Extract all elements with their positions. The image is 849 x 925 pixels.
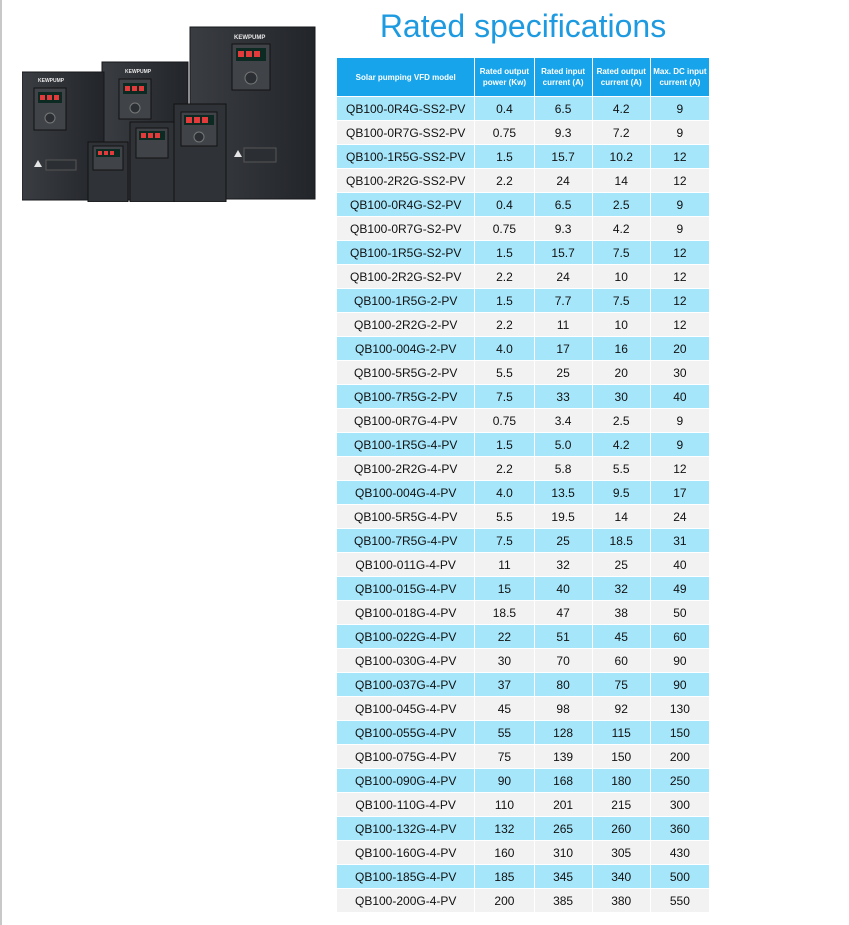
cell-rated-output-current: 340 [593,865,650,888]
cell-model: QB100-7R5G-4-PV [337,529,474,552]
cell-model: QB100-1R5G-2-PV [337,289,474,312]
cell-model: QB100-2R2G-SS2-PV [337,169,474,192]
cell-rated-input-current: 201 [535,793,592,816]
cell-rated-output-current: 9.5 [593,481,650,504]
cell-model: QB100-004G-4-PV [337,481,474,504]
table-row [337,625,709,648]
cell-rated-output-current: 215 [593,793,650,816]
table-row [337,241,709,264]
cell-rated-input-current: 265 [535,817,592,840]
cell-max-dc-input-current: 130 [651,697,709,720]
cell-rated-output-power: 0.75 [475,121,533,144]
cell-rated-input-current: 40 [535,577,592,600]
cell-rated-output-current: 380 [593,889,650,912]
header-model: Solar pumping VFD model [337,58,474,96]
table-row [337,601,709,624]
cell-rated-output-current: 16 [593,337,650,360]
cell-rated-output-current: 7.5 [593,289,650,312]
cell-rated-output-current: 25 [593,553,650,576]
cell-rated-output-current: 115 [593,721,650,744]
cell-rated-input-current: 15.7 [535,241,592,264]
cell-rated-output-power: 4.0 [475,481,533,504]
table-row [337,817,709,840]
cell-rated-output-power: 55 [475,721,533,744]
cell-model: QB100-0R7G-SS2-PV [337,121,474,144]
cell-rated-input-current: 33 [535,385,592,408]
table-row [337,145,709,168]
cell-rated-output-power: 2.2 [475,313,533,336]
cell-rated-output-current: 4.2 [593,433,650,456]
cell-max-dc-input-current: 150 [651,721,709,744]
cell-rated-input-current: 13.5 [535,481,592,504]
cell-max-dc-input-current: 500 [651,865,709,888]
table-row [337,673,709,696]
cell-rated-input-current: 5.0 [535,433,592,456]
table-row [337,289,709,312]
table-row [337,865,709,888]
cell-rated-output-power: 1.5 [475,145,533,168]
cell-max-dc-input-current: 90 [651,649,709,672]
cell-rated-input-current: 25 [535,361,592,384]
cell-rated-output-power: 7.5 [475,529,533,552]
cell-rated-output-current: 5.5 [593,457,650,480]
cell-max-dc-input-current: 12 [651,241,709,264]
table-row [337,505,709,528]
cell-rated-output-power: 5.5 [475,361,533,384]
cell-max-dc-input-current: 12 [651,313,709,336]
vfd-unit-small-3 [174,104,226,202]
cell-model: QB100-160G-4-PV [337,841,474,864]
cell-model: QB100-200G-4-PV [337,889,474,912]
cell-rated-output-current: 45 [593,625,650,648]
cell-rated-output-current: 14 [593,169,650,192]
cell-rated-input-current: 51 [535,625,592,648]
cell-model: QB100-132G-4-PV [337,817,474,840]
cell-max-dc-input-current: 9 [651,217,709,240]
cell-rated-input-current: 3.4 [535,409,592,432]
cell-model: QB100-7R5G-2-PV [337,385,474,408]
cell-rated-output-current: 60 [593,649,650,672]
cell-max-dc-input-current: 12 [651,145,709,168]
cell-rated-output-power: 7.5 [475,385,533,408]
cell-max-dc-input-current: 12 [651,457,709,480]
cell-rated-output-current: 32 [593,577,650,600]
cell-rated-input-current: 11 [535,313,592,336]
cell-model: QB100-045G-4-PV [337,697,474,720]
table-row [337,577,709,600]
cell-model: QB100-0R7G-4-PV [337,409,474,432]
page-title: Rated specifications [379,8,667,44]
table-row [337,121,709,144]
table-row [337,481,709,504]
cell-rated-output-current: 18.5 [593,529,650,552]
cell-rated-output-power: 18.5 [475,601,533,624]
cell-model: QB100-030G-4-PV [337,649,474,672]
table-row [337,793,709,816]
table-row [337,649,709,672]
cell-model: QB100-5R5G-2-PV [337,361,474,384]
cell-max-dc-input-current: 50 [651,601,709,624]
cell-rated-output-current: 92 [593,697,650,720]
cell-rated-output-power: 200 [475,889,533,912]
cell-model: QB100-0R4G-SS2-PV [337,97,474,120]
cell-model: QB100-1R5G-4-PV [337,433,474,456]
cell-rated-input-current: 6.5 [535,97,592,120]
vfd-unit-small-1 [88,142,128,202]
cell-rated-output-power: 185 [475,865,533,888]
cell-rated-input-current: 70 [535,649,592,672]
cell-rated-output-power: 75 [475,745,533,768]
cell-max-dc-input-current: 60 [651,625,709,648]
cell-rated-input-current: 24 [535,265,592,288]
header-rated-input-current: Rated input current (A) [535,58,592,96]
vfd-unit-small-2 [130,122,174,202]
cell-rated-input-current: 32 [535,553,592,576]
cell-rated-output-current: 2.5 [593,409,650,432]
cell-max-dc-input-current: 12 [651,289,709,312]
cell-rated-output-power: 0.75 [475,409,533,432]
cell-max-dc-input-current: 9 [651,193,709,216]
cell-rated-output-current: 10 [593,265,650,288]
cell-rated-output-power: 11 [475,553,533,576]
cell-rated-input-current: 80 [535,673,592,696]
cell-model: QB100-018G-4-PV [337,601,474,624]
cell-model: QB100-1R5G-S2-PV [337,241,474,264]
cell-rated-input-current: 7.7 [535,289,592,312]
cell-model: QB100-2R2G-4-PV [337,457,474,480]
cell-rated-output-power: 45 [475,697,533,720]
cell-rated-output-power: 160 [475,841,533,864]
table-row [337,409,709,432]
header-rated-output-current: Rated output current (A) [593,58,650,96]
cell-rated-output-power: 5.5 [475,505,533,528]
table-row [337,385,709,408]
table-row [337,697,709,720]
cell-model: QB100-185G-4-PV [337,865,474,888]
cell-rated-output-power: 0.75 [475,217,533,240]
cell-rated-input-current: 128 [535,721,592,744]
spec-table-header-row [337,58,709,96]
table-row [337,337,709,360]
cell-model: QB100-2R2G-S2-PV [337,265,474,288]
header-max-dc-input-current: Max. DC input current (A) [651,58,709,96]
table-row [337,457,709,480]
cell-rated-input-current: 24 [535,169,592,192]
cell-rated-input-current: 310 [535,841,592,864]
cell-rated-output-power: 110 [475,793,533,816]
table-row [337,769,709,792]
cell-rated-output-power: 1.5 [475,289,533,312]
cell-rated-output-current: 180 [593,769,650,792]
cell-rated-input-current: 139 [535,745,592,768]
cell-model: QB100-055G-4-PV [337,721,474,744]
cell-model: QB100-004G-2-PV [337,337,474,360]
cell-max-dc-input-current: 360 [651,817,709,840]
cell-rated-output-current: 38 [593,601,650,624]
cell-rated-output-current: 305 [593,841,650,864]
cell-rated-output-power: 1.5 [475,433,533,456]
cell-max-dc-input-current: 9 [651,121,709,144]
table-row [337,553,709,576]
cell-model: QB100-090G-4-PV [337,769,474,792]
table-row [337,433,709,456]
cell-model: QB100-1R5G-SS2-PV [337,145,474,168]
cell-max-dc-input-current: 12 [651,265,709,288]
table-row [337,721,709,744]
cell-model: QB100-0R7G-S2-PV [337,217,474,240]
cell-rated-output-power: 4.0 [475,337,533,360]
cell-rated-output-current: 20 [593,361,650,384]
vfd-product-photo [22,22,317,202]
cell-model: QB100-5R5G-4-PV [337,505,474,528]
table-row [337,529,709,552]
cell-rated-output-current: 260 [593,817,650,840]
cell-rated-output-current: 2.5 [593,193,650,216]
cell-max-dc-input-current: 49 [651,577,709,600]
table-row [337,313,709,336]
cell-rated-output-power: 0.4 [475,97,533,120]
table-row [337,361,709,384]
table-row [337,217,709,240]
cell-model: QB100-2R2G-2-PV [337,313,474,336]
cell-rated-output-power: 37 [475,673,533,696]
cell-max-dc-input-current: 9 [651,433,709,456]
cell-rated-output-power: 90 [475,769,533,792]
cell-rated-output-current: 4.2 [593,217,650,240]
header-rated-output-power: Rated output power (Kw) [475,58,533,96]
table-row [337,841,709,864]
cell-model: QB100-011G-4-PV [337,553,474,576]
table-row [337,745,709,768]
cell-model: QB100-022G-4-PV [337,625,474,648]
cell-rated-input-current: 15.7 [535,145,592,168]
cell-rated-output-power: 2.2 [475,457,533,480]
cell-rated-input-current: 5.8 [535,457,592,480]
cell-max-dc-input-current: 40 [651,553,709,576]
cell-rated-input-current: 345 [535,865,592,888]
cell-rated-input-current: 9.3 [535,121,592,144]
cell-max-dc-input-current: 40 [651,385,709,408]
cell-max-dc-input-current: 250 [651,769,709,792]
spec-table [336,57,710,913]
cell-rated-output-power: 2.2 [475,265,533,288]
cell-rated-output-current: 4.2 [593,97,650,120]
cell-rated-output-current: 14 [593,505,650,528]
cell-rated-output-power: 2.2 [475,169,533,192]
cell-rated-input-current: 17 [535,337,592,360]
cell-max-dc-input-current: 17 [651,481,709,504]
cell-rated-output-power: 22 [475,625,533,648]
cell-max-dc-input-current: 30 [651,361,709,384]
cell-rated-output-current: 75 [593,673,650,696]
cell-model: QB100-037G-4-PV [337,673,474,696]
table-row [337,169,709,192]
cell-max-dc-input-current: 20 [651,337,709,360]
table-row [337,97,709,120]
cell-rated-output-power: 30 [475,649,533,672]
brand-logo-large: KEWPUMP [234,35,266,41]
cell-model: QB100-015G-4-PV [337,577,474,600]
cell-max-dc-input-current: 200 [651,745,709,768]
cell-rated-input-current: 385 [535,889,592,912]
cell-rated-input-current: 19.5 [535,505,592,528]
cell-rated-input-current: 98 [535,697,592,720]
page-edge-line [0,0,2,925]
cell-rated-input-current: 168 [535,769,592,792]
cell-rated-output-power: 1.5 [475,241,533,264]
cell-model: QB100-075G-4-PV [337,745,474,768]
cell-max-dc-input-current: 9 [651,97,709,120]
cell-rated-input-current: 47 [535,601,592,624]
table-row [337,193,709,216]
cell-max-dc-input-current: 12 [651,169,709,192]
cell-rated-output-power: 0.4 [475,193,533,216]
cell-max-dc-input-current: 430 [651,841,709,864]
cell-model: QB100-110G-4-PV [337,793,474,816]
cell-max-dc-input-current: 24 [651,505,709,528]
cell-rated-output-current: 7.5 [593,241,650,264]
cell-rated-input-current: 25 [535,529,592,552]
cell-rated-input-current: 9.3 [535,217,592,240]
cell-rated-output-current: 150 [593,745,650,768]
brand-logo-mid: KEWPUMP [125,69,152,75]
cell-max-dc-input-current: 9 [651,409,709,432]
cell-max-dc-input-current: 550 [651,889,709,912]
spec-table-body [337,97,709,912]
cell-max-dc-input-current: 300 [651,793,709,816]
cell-rated-input-current: 6.5 [535,193,592,216]
brand-logo-left: KEWPUMP [38,78,65,84]
cell-rated-output-power: 15 [475,577,533,600]
cell-model: QB100-0R4G-S2-PV [337,193,474,216]
cell-rated-output-current: 30 [593,385,650,408]
cell-rated-output-current: 7.2 [593,121,650,144]
cell-max-dc-input-current: 31 [651,529,709,552]
table-row [337,889,709,912]
cell-rated-output-power: 132 [475,817,533,840]
cell-rated-output-current: 10.2 [593,145,650,168]
table-row [337,265,709,288]
cell-max-dc-input-current: 90 [651,673,709,696]
cell-rated-output-current: 10 [593,313,650,336]
